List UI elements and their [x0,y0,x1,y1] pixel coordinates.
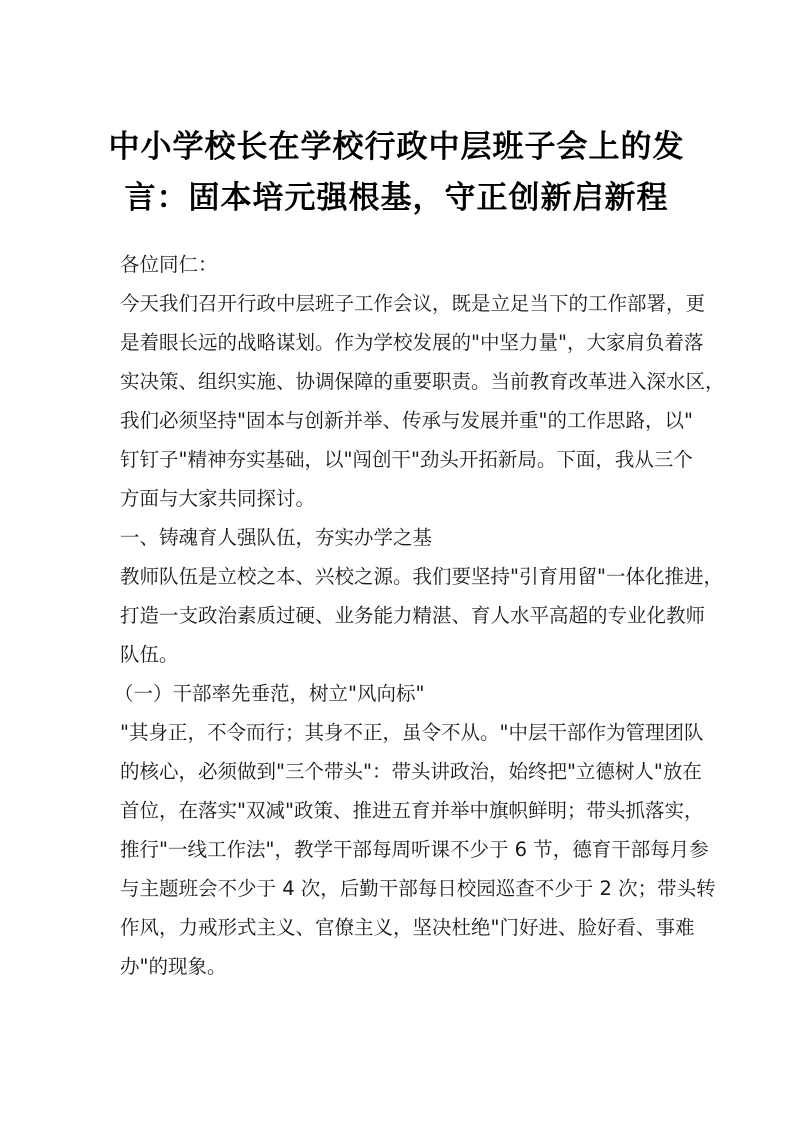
paragraph-line: "其身正，不令而行；其身不正，虽令不从。"中层干部作为管理团队 [120,721,704,744]
paragraph-line: 的核心，必须做到"三个带头"：带头讲政治，始终把"立德树人"放在 [120,760,702,783]
paragraph-line: 钉钉子"精神夯实基础，以"闯创干"劲头开拓新局。下面，我从三个 [120,448,693,471]
paragraph-line: 实决策、组织实施、协调保障的重要职责。当前教育改革进入深水区， [120,370,725,393]
paragraph-line: 推行"一线工作法"，教学干部每周听课不少于 6 节，德育干部每月参 [120,838,709,861]
section-1-paragraph [120,557,723,674]
paragraph-line: 与主题班会不少于 4 次，后勤干部每日校园巡查不少于 2 次；带头转 [120,877,716,900]
paragraph-line: 方面与大家共同探讨。 [120,487,316,510]
section-1-heading [120,518,680,557]
paragraph-line: 我们必须坚持"固本与创新并举、传承与发展并重"的工作思路，以" [120,409,693,432]
salutation-text: 各位同仁： [120,253,218,276]
document-title [100,122,693,224]
paragraph-line: 首位，在落实"双减"政策、推进五育并举中旗帜鲜明；带头抓落实， [120,799,704,822]
title-line: 中小学校长在学校行政中层班子会上的发 [108,129,685,165]
paragraph-line: 是着眼长远的战略谋划。作为学校发展的"中坚力量"，大家肩负着落 [120,331,704,354]
section-heading-text: 一、铸魂育人强队伍，夯实办学之基 [120,526,433,549]
subsection-1-heading [114,674,680,713]
paragraph-line: 办"的现象。 [120,955,227,978]
paragraph-line: 作风，力戒形式主义、官僚主义，坚决杜绝"门好进、脸好看、事难 [120,916,695,939]
paragraph-line: 打造一支政治素质过硬、业务能力精湛、育人水平高超的专业化教师 [120,604,706,627]
subsection-1-paragraph [120,713,716,986]
intro-paragraph [120,284,725,518]
paragraph-line: 教师队伍是立校之本、兴校之源。我们要坚持"引育用留"一体化推进， [120,565,723,588]
paragraph-line: 队伍。 [120,643,179,666]
paragraph-line: 今天我们召开行政中层班子工作会议，既是立足当下的工作部署，更 [120,292,706,315]
document-body [114,245,725,986]
salutation [120,245,680,284]
title-line: 言：固本培元强根基，守正创新启新程 [124,180,669,216]
subsection-heading-text: （一）干部率先垂范，树立"风向标" [114,682,425,705]
